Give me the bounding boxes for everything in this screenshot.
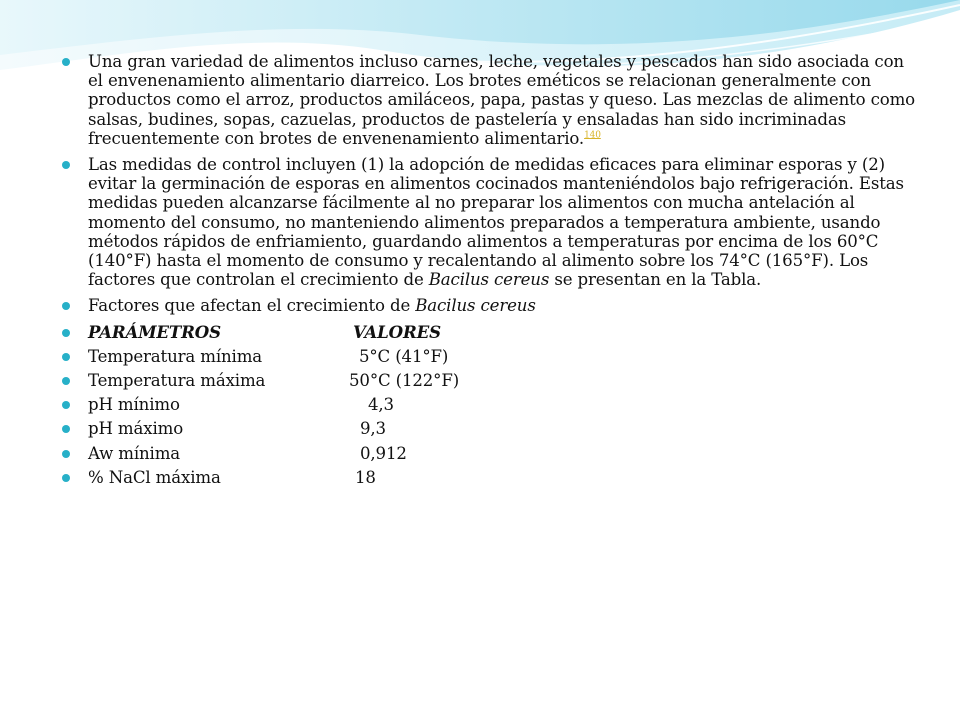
table-row — [62, 347, 922, 366]
bullet-icon — [62, 450, 70, 458]
row-param: Aw mínima — [88, 443, 181, 463]
bullet-icon — [62, 329, 70, 337]
table-title-text: Factores que afectan el crecimiento de — [88, 296, 416, 316]
bullet-icon — [62, 58, 70, 66]
bullet-icon — [62, 302, 70, 310]
table-row — [62, 444, 922, 463]
table-row — [62, 371, 922, 390]
paragraph-control-text: Las medidas de control incluyen (1) la adopción de medidas eficaces para eliminar esporas y (2) evitar la germinación de esporas en alimentos cocinados manteniéndolos bajo refrigeración. Estas medidas pueden alcanzarse fácilmente al no preparar los alimentos con mucha antelación al momento del consumo, no manteniendo alimentos preparados a temperatura ambiente, usando métodos rápidos de enfriamiento, guardando alimentos a temperaturas por encima de los 60°C (140°F) hasta el momento de consumo y recalentando al alimento sobre los 74°C (165°F). Los factores que controlan el crecimiento de — [88, 155, 904, 290]
paragraph-food-types-text: Una gran variedad de alimentos incluso carnes, leche, vegetales y pescados han sido asociada con el envenenamiento alimentario diarreico. Los brotes eméticos se relacionan generalmente con productos como el arroz, productos amiláceos, papa, pastas y queso. Las mezclas de alimento como salsas, budines, sopas, cazuelas, productos de pastelería y ensaladas han sido incriminadas frecuentemente con brotes de envenenamiento alimentario. — [88, 52, 916, 148]
row-param: pH mínimo — [88, 395, 180, 415]
row-value: 9,3 — [360, 419, 386, 439]
paragraph-control-text-end: se presentan en la Tabla. — [549, 270, 762, 290]
row-value: 18 — [355, 467, 376, 487]
row-param: Temperatura mínima — [88, 346, 263, 366]
row-value: 0,912 — [360, 443, 407, 463]
row-param: pH máximo — [88, 419, 184, 439]
reference-link[interactable]: 140 — [584, 130, 601, 141]
table-header-row — [62, 323, 922, 342]
bullet-icon — [62, 401, 70, 409]
row-value: 5°C (41°F) — [359, 346, 449, 366]
row-value: 4,3 — [368, 395, 394, 415]
table-title-organism: Bacilus cereus — [415, 296, 536, 316]
row-value: 50°C (122°F) — [349, 371, 460, 391]
header-values: VALORES — [353, 321, 441, 342]
bullet-icon — [62, 353, 70, 361]
table-title — [62, 296, 922, 315]
table-row — [62, 468, 922, 487]
paragraph-food-types — [62, 52, 922, 148]
table-row — [62, 395, 922, 414]
bullet-icon — [62, 377, 70, 385]
bullet-icon — [62, 425, 70, 433]
row-param: % NaCl máxima — [88, 467, 221, 487]
header-parameters: PARÁMETROS — [88, 321, 221, 342]
paragraph-control-measures — [62, 155, 922, 289]
organism-name: Bacilus cereus — [428, 270, 550, 290]
table-row — [62, 419, 922, 438]
bullet-icon — [62, 161, 70, 169]
slide-content — [62, 52, 922, 492]
bullet-icon — [62, 474, 70, 482]
row-param: Temperatura máxima — [88, 371, 266, 391]
